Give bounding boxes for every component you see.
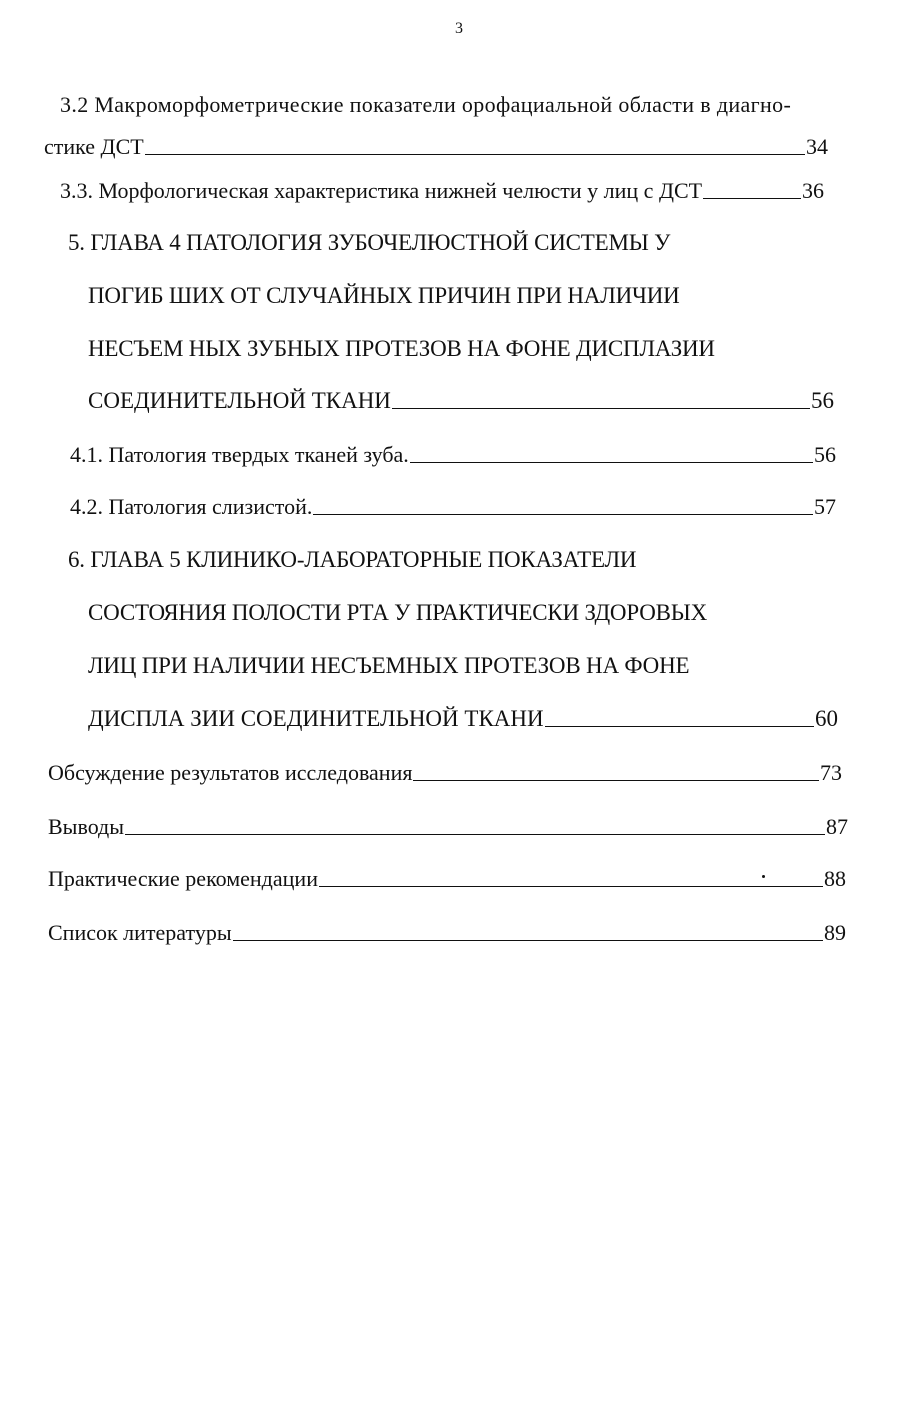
toc-entry-conclusions[interactable] [48,814,848,840]
toc-ch4-line1: 5. ГЛАВА 4 ПАТОЛОГИЯ ЗУБОЧЕЛЮСТНОЙ СИСТЕМЫ У [68,230,671,255]
toc-page-number: 36 [802,178,824,203]
toc-entry-4-1[interactable] [70,442,836,468]
toc-page-number: 87 [826,814,848,839]
toc-3-2-line2: стике ДСТ [44,134,144,159]
stray-dot [762,875,765,878]
toc-conclusions-text: Выводы [48,814,125,839]
leader-line [410,461,813,463]
leader-line [319,885,823,887]
toc-entry-ch4[interactable] [88,388,834,414]
toc-recommendations-text: Практические рекомендации [48,866,318,891]
toc-entry-recommendations[interactable] [48,866,846,892]
toc-entry-3-2[interactable] [44,134,828,160]
toc-page-number: 89 [824,920,846,945]
leader-line [392,407,810,409]
page-number: 3 [455,20,463,37]
toc-page-number: 56 [811,388,834,413]
toc-discussion-text: Обсуждение результатов исследования [48,760,413,785]
leader-line [313,513,813,515]
toc-page-number: 34 [806,134,828,159]
toc-ch5-line3: ЛИЦ ПРИ НАЛИЧИИ НЕСЪЕМНЫХ ПРОТЕЗОВ НА ФОНЕ [88,653,690,678]
leader-line [703,197,801,199]
toc-3-3-text: 3.3. Морфологическая характеристика нижней челюсти у лиц с ДСТ [60,178,703,203]
toc-ch4-line3: НЕСЪЕМ НЫХ ЗУБНЫХ ПРОТЕЗОВ НА ФОНЕ ДИСПЛАЗИИ [88,336,715,361]
toc-page-number: 73 [820,760,842,785]
toc-entry-ch5[interactable] [88,706,838,732]
toc-page-number: 57 [814,494,836,519]
toc-page-number: 88 [824,866,846,891]
leader-line [545,725,814,727]
toc-ch4-line4: СОЕДИНИТЕЛЬНОЙ ТКАНИ [88,388,391,413]
leader-line [125,833,825,835]
toc-ch5-line4: ДИСПЛА ЗИИ СОЕДИНИТЕЛЬНОЙ ТКАНИ [88,706,544,731]
toc-3-2-line1: 3.2 Макроморфометрические показатели орофациальной области в диагно- [60,92,792,117]
toc-4-2-text: 4.2. Патология слизистой. [70,494,313,519]
toc-entry-4-2[interactable] [70,494,836,520]
leader-line [413,779,819,781]
toc-4-1-text: 4.1. Патология твердых тканей зуба. [70,442,409,467]
toc-ch5-line2: СОСТОЯНИЯ ПОЛОСТИ РТА У ПРАКТИЧЕСКИ ЗДОРОВЫХ [88,600,708,625]
toc-page-number: 60 [815,706,838,731]
toc-ch5-line1: 6. ГЛАВА 5 КЛИНИКО-ЛАБОРАТОРНЫЕ ПОКАЗАТЕЛИ [68,547,637,572]
toc-entry-references[interactable] [48,920,846,946]
toc-entry-discussion[interactable] [48,760,842,786]
toc-entry-3-3[interactable] [60,178,824,204]
leader-line [233,939,823,941]
toc-page-number: 56 [814,442,836,467]
toc-ch4-line2: ПОГИБ ШИХ ОТ СЛУЧАЙНЫХ ПРИЧИН ПРИ НАЛИЧИИ [88,283,680,308]
toc-references-text: Список литературы [48,920,232,945]
leader-line [145,153,805,155]
